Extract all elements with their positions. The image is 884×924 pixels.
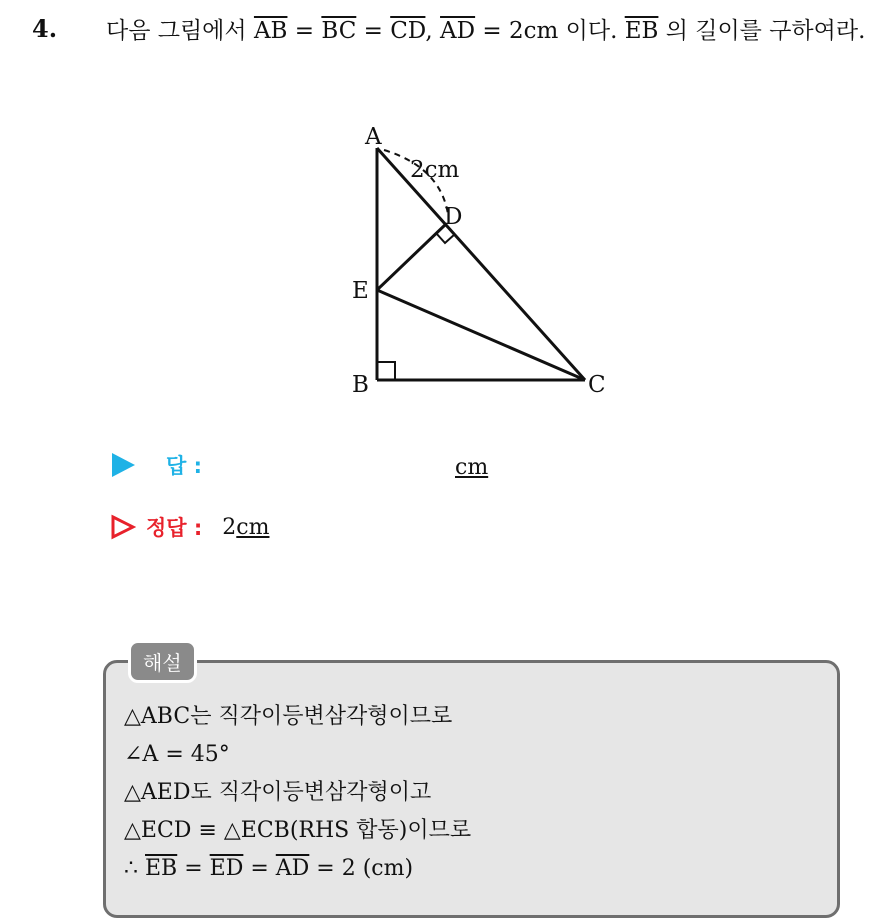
problem-number: 4. (32, 14, 58, 43)
text-mid: = 2cm 이다. (475, 18, 625, 44)
answer-unit: cm (455, 455, 489, 480)
therefore-prefix: ∴ (124, 856, 145, 881)
right-angle-b-mark (377, 362, 395, 380)
play-triangle-icon (110, 452, 136, 478)
equals-1: = (287, 18, 322, 44)
point-e-label: E (352, 278, 369, 304)
final-eq-2: = (243, 856, 276, 881)
right-angle-d-mark (436, 233, 455, 243)
final-ad: $\overline{AD}$ (275, 856, 310, 881)
comma: , (425, 18, 441, 44)
segment-eb: $\overline{EB}$ (624, 18, 659, 44)
solution-line-5 (124, 850, 471, 888)
solution-line-1: △ABC는 직각이등변삼각형이므로 (124, 704, 453, 729)
side-ac (377, 148, 585, 380)
correct-value-unit: cm (236, 514, 270, 540)
segment-ab: $\overline{AB}$ (253, 18, 288, 44)
correct-answer-label: 정답 : (146, 516, 203, 540)
final-suffix: = 2 (cm) (309, 856, 414, 881)
point-c-label: C (588, 372, 606, 398)
correct-answer-row (110, 512, 269, 542)
segment-ec-line (377, 290, 585, 380)
correct-value-number: 2 (222, 514, 237, 540)
solution-title: 해설 (128, 640, 197, 683)
equals-2: = (356, 18, 391, 44)
solution-line-4: △ECD ≡ △ECB(RHS 합동)이므로 (124, 818, 472, 843)
length-label: 2cm (410, 157, 460, 183)
text-suffix: 의 길이를 구하여라. (658, 18, 866, 44)
text-prefix: 다음 그림에서 (106, 18, 254, 44)
solution-line-2: ∠A = 45° (124, 742, 230, 767)
point-a-label: A (365, 124, 382, 150)
final-ed: $\overline{ED}$ (209, 856, 244, 881)
answer-row (110, 450, 202, 480)
point-d-label: D (444, 204, 463, 230)
solution-line-3: △AED도 직각이등변삼각형이고 (124, 780, 432, 805)
problem-text (106, 12, 866, 50)
final-eq-1: = (177, 856, 210, 881)
correct-answer-value (222, 515, 269, 540)
solution-text (124, 698, 471, 888)
outline-triangle-icon (110, 514, 136, 540)
point-b-label: B (352, 372, 369, 398)
final-eb: $\overline{EB}$ (145, 856, 178, 881)
triangle-figure (330, 112, 630, 412)
segment-bc: $\overline{BC}$ (321, 18, 357, 44)
segment-ad: $\overline{AD}$ (440, 18, 476, 44)
answer-label: 답 : (166, 454, 202, 478)
segment-cd: $\overline{CD}$ (390, 18, 426, 44)
